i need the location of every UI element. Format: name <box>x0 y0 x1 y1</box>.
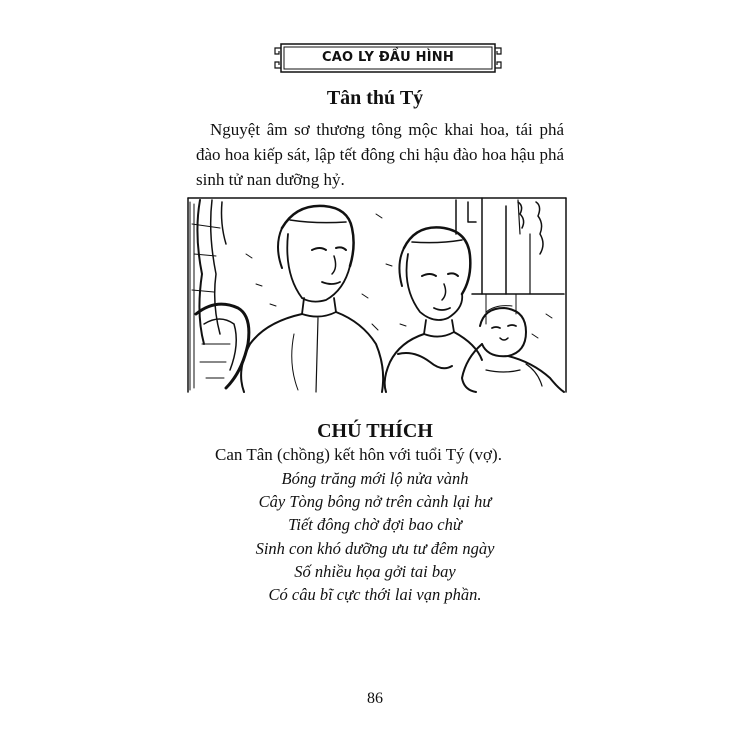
header-title: CAO LY ĐẦU HÌNH <box>322 50 454 65</box>
poem-line: Sinh con khó dưỡng ưu tư đêm ngày <box>255 538 495 558</box>
poem-line: Tiết đông chờ đợi bao chừ <box>288 515 462 535</box>
poem <box>200 467 550 606</box>
notes-line: Can Tân (chồng) kết hôn với tuổi Tý (vợ). <box>215 445 502 464</box>
page-number: 86 <box>367 690 383 707</box>
woodcut-illustration <box>186 194 568 394</box>
poem-line: Cây Tòng bông nở trên cành lại hư <box>258 492 492 512</box>
intro-paragraph <box>196 117 564 192</box>
notes-title: CHÚ THÍCH <box>317 420 433 442</box>
woodcut-family-icon <box>186 194 568 394</box>
section-title: Tân thú Tý <box>326 87 424 109</box>
poem-line: Số nhiều họa gởi tai bay <box>294 561 456 581</box>
poem-line: Có câu bĩ cực thới lai vạn phần. <box>268 585 482 605</box>
running-header <box>272 42 504 74</box>
poem-line: Bóng trăng mới lộ nửa vành <box>281 469 469 488</box>
intro-text: Nguyệt âm sơ thương tông mộc khai hoa, tái phá đào hoa kiếp sát, lập tết đông chi hậu đào hoa hậu phá sinh tử nan dưỡng hỷ. <box>196 120 564 189</box>
